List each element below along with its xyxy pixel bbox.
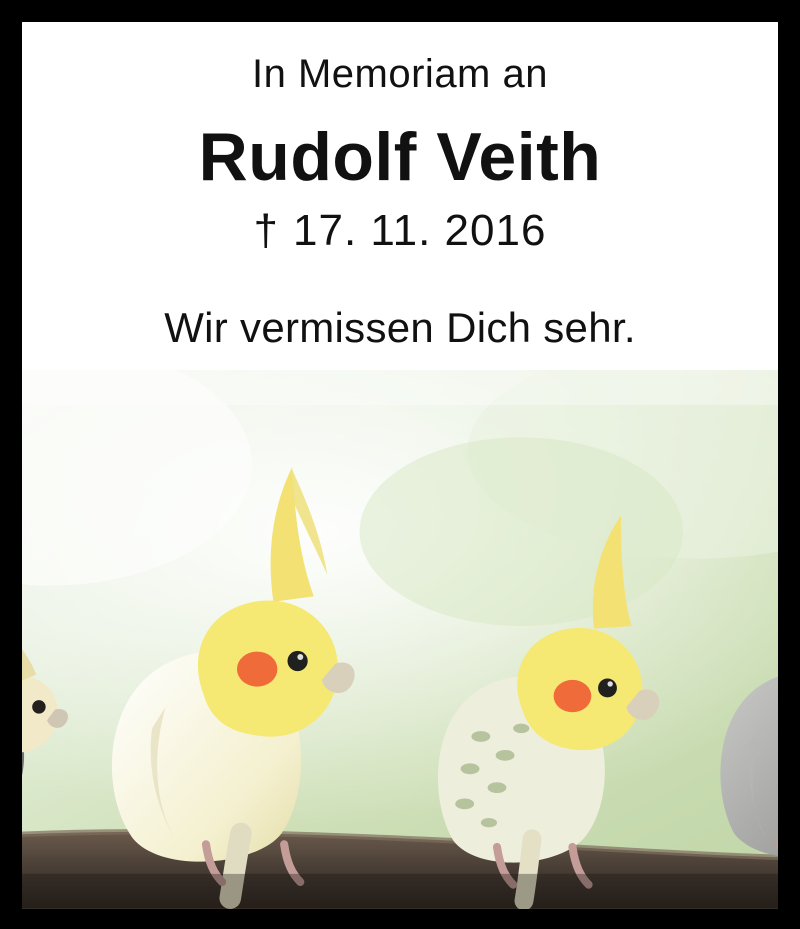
- farewell-message: Wir vermissen Dich sehr.: [164, 303, 636, 351]
- cockatiel-photo-illustration: [22, 370, 778, 909]
- cockatiel-photo: [22, 370, 778, 909]
- memorial-text-block: [22, 22, 778, 370]
- notice-inner: [22, 22, 778, 909]
- in-memoriam-line: In Memoriam an: [252, 52, 548, 96]
- death-date: 17. 11. 2016: [293, 206, 547, 256]
- cross-icon: †: [253, 206, 280, 256]
- death-date-line: [42, 207, 758, 255]
- deceased-name: Rudolf Veith: [198, 119, 602, 195]
